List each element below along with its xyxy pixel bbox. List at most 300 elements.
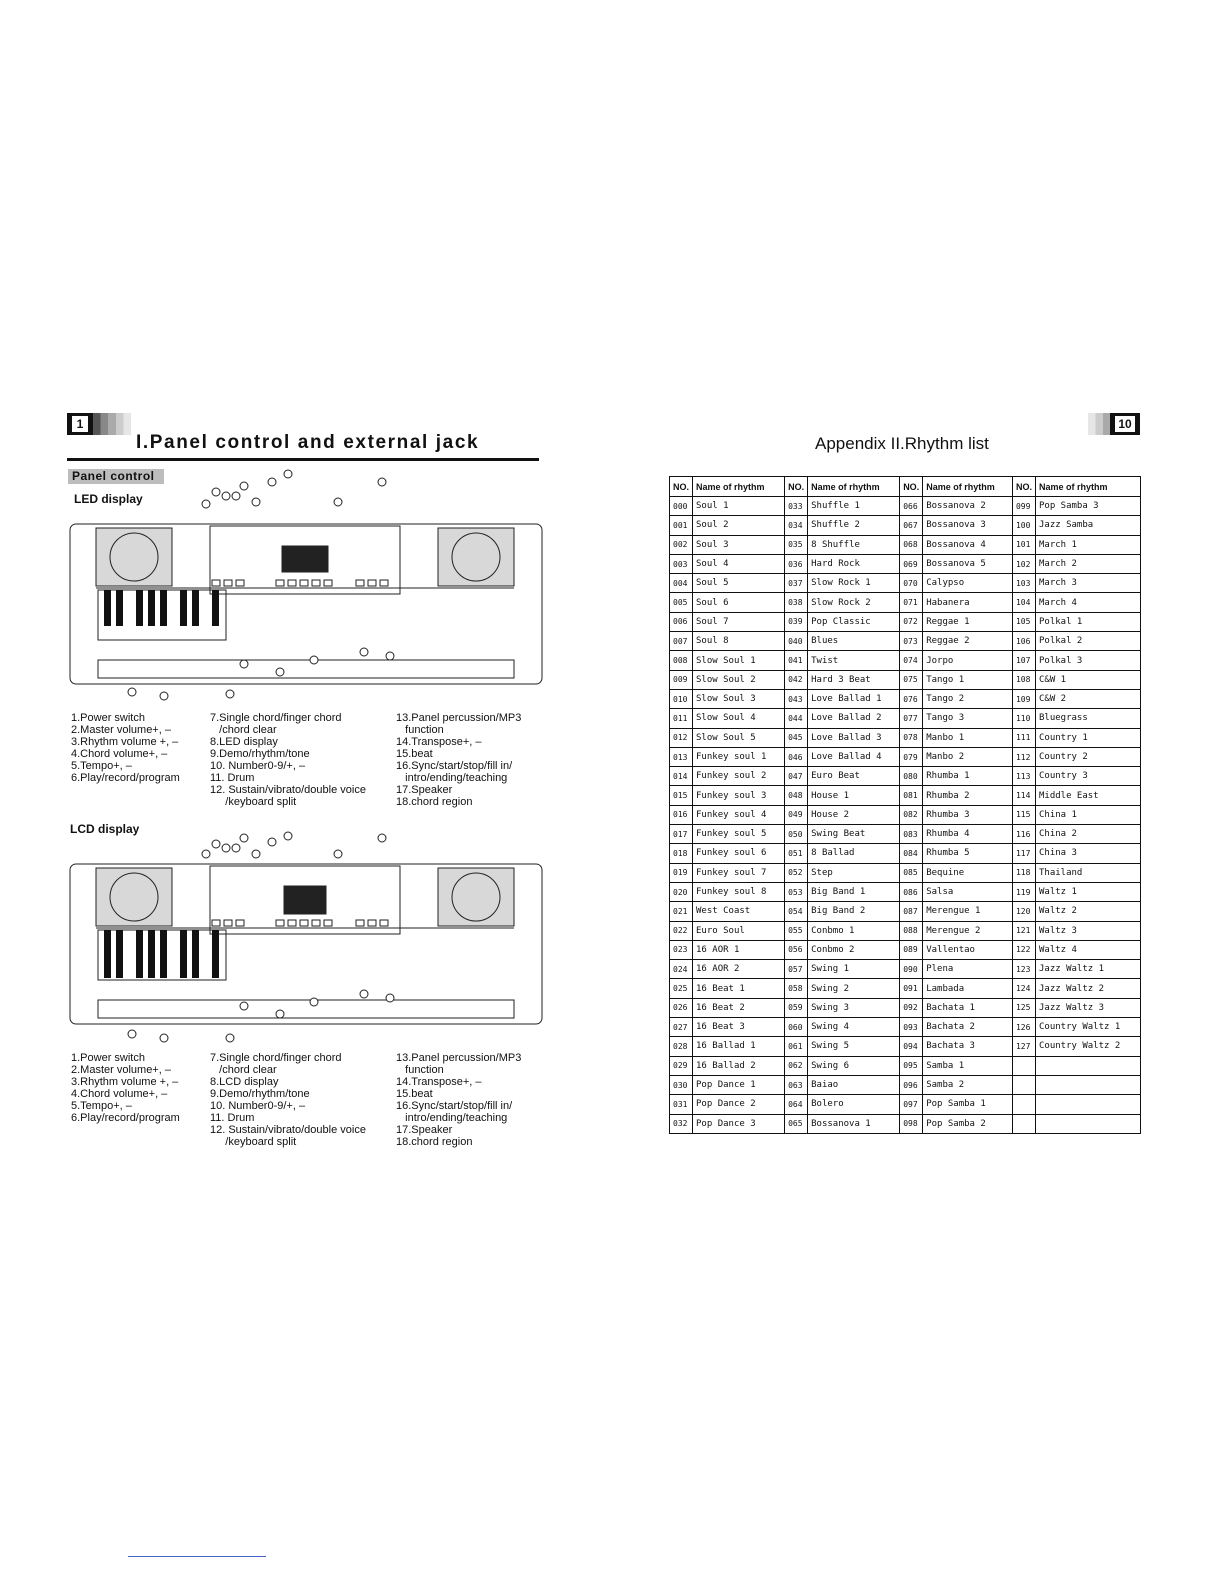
rhythm-name-cell: Bossanova 5 (923, 554, 1013, 573)
rhythm-number-cell: 030 (670, 1075, 693, 1094)
rhythm-number-cell: 070 (900, 574, 923, 593)
rhythm-number-cell: 022 (670, 921, 693, 940)
legend-item: 12. Sustain/vibrato/double voice (210, 1124, 366, 1136)
rhythm-name-cell: Bequine (923, 863, 1013, 882)
legend-item: 17.Speaker (396, 784, 453, 796)
header-name: Name of rhythm (923, 477, 1013, 497)
rhythm-name-cell: Merengue 1 (923, 902, 1013, 921)
rhythm-number-cell: 001 (670, 516, 693, 535)
table-row (670, 960, 1141, 979)
table-row (670, 825, 1141, 844)
table-row (670, 1075, 1141, 1094)
appendix-title: Appendix II.Rhythm list (815, 434, 989, 453)
rhythm-name-cell: 8 Ballad (808, 844, 900, 863)
table-row (670, 728, 1141, 747)
rhythm-name-cell: Tango 1 (923, 670, 1013, 689)
rhythm-number-cell: 032 (670, 1114, 693, 1133)
rhythm-number-cell: 105 (1012, 612, 1035, 631)
rhythm-name-cell: Slow Soul 2 (693, 670, 785, 689)
rhythm-number-cell: 010 (670, 689, 693, 708)
rhythm-name-cell: Bachata 2 (923, 1018, 1013, 1037)
rhythm-number-cell (1012, 1056, 1035, 1075)
table-row (670, 1114, 1141, 1133)
rhythm-name-cell: House 2 (808, 805, 900, 824)
legend-item: 8.LED display (210, 736, 278, 748)
rhythm-name-cell: 8 Shuffle (808, 535, 900, 554)
rhythm-name-cell (1036, 1095, 1141, 1114)
rhythm-number-cell: 062 (785, 1056, 808, 1075)
rhythm-number-cell: 101 (1012, 535, 1035, 554)
rhythm-number-cell: 096 (900, 1075, 923, 1094)
legend-item: 1.Power switch (71, 712, 145, 724)
rhythm-name-cell: 16 Ballad 1 (693, 1037, 785, 1056)
rhythm-number-cell: 054 (785, 902, 808, 921)
rhythm-number-cell: 081 (900, 786, 923, 805)
rhythm-name-cell: Shuffle 1 (808, 497, 900, 516)
rhythm-number-cell: 124 (1012, 979, 1035, 998)
rhythm-number-cell: 112 (1012, 747, 1035, 766)
rhythm-number-cell: 059 (785, 998, 808, 1017)
rhythm-list-table (669, 476, 1141, 1134)
piano-keys (104, 930, 219, 978)
table-row (670, 497, 1141, 516)
table-row (670, 805, 1141, 824)
table-row (670, 535, 1141, 554)
legend-item: 11. Drum (210, 772, 255, 784)
rhythm-name-cell: Swing Beat (808, 825, 900, 844)
rhythm-number-cell: 061 (785, 1037, 808, 1056)
rhythm-number-cell: 027 (670, 1018, 693, 1037)
rhythm-number-cell: 116 (1012, 825, 1035, 844)
rhythm-number-cell: 119 (1012, 882, 1035, 901)
rhythm-name-cell: Middle East (1036, 786, 1141, 805)
legend-item: 18.chord region (396, 796, 473, 808)
rhythm-number-cell: 048 (785, 786, 808, 805)
rhythm-number-cell: 014 (670, 767, 693, 786)
rhythm-number-cell: 040 (785, 632, 808, 651)
rhythm-number-cell: 044 (785, 709, 808, 728)
rhythm-name-cell: Country 2 (1036, 747, 1141, 766)
page-number-badge-right (1110, 413, 1140, 435)
rhythm-number-cell: 020 (670, 882, 693, 901)
rhythm-number-cell: 087 (900, 902, 923, 921)
rhythm-number-cell: 067 (900, 516, 923, 535)
legend-item: 4.Chord volume+, – (71, 748, 168, 760)
rhythm-name-cell: Waltz 1 (1036, 882, 1141, 901)
rhythm-name-cell: Pop Dance 1 (693, 1075, 785, 1094)
rhythm-number-cell: 127 (1012, 1037, 1035, 1056)
table-row (670, 689, 1141, 708)
rhythm-number-cell: 041 (785, 651, 808, 670)
rhythm-name-cell: Bolero (808, 1095, 900, 1114)
rhythm-name-cell: Bachata 3 (923, 1037, 1013, 1056)
rhythm-number-cell: 053 (785, 882, 808, 901)
legend-col-1-lcd (71, 1052, 180, 1124)
legend-item: 1.Power switch (71, 1052, 145, 1064)
header-name: Name of rhythm (1036, 477, 1141, 497)
legend-item: 4.Chord volume+, – (71, 1088, 168, 1100)
rhythm-name-cell: Bossanova 1 (808, 1114, 900, 1133)
rhythm-name-cell: Jorpo (923, 651, 1013, 670)
rhythm-number-cell: 064 (785, 1095, 808, 1114)
rhythm-number-cell: 005 (670, 593, 693, 612)
rhythm-name-cell: Slow Rock 2 (808, 593, 900, 612)
page-number-badge (67, 413, 93, 435)
rhythm-name-cell: Hard 3 Beat (808, 670, 900, 689)
rhythm-name-cell: Reggae 2 (923, 632, 1013, 651)
legend-item: 3.Rhythm volume +, – (71, 1076, 179, 1088)
legend-item: 8.LCD display (210, 1076, 279, 1088)
header-name: Name of rhythm (808, 477, 900, 497)
rhythm-number-cell: 069 (900, 554, 923, 573)
table-row (670, 940, 1141, 959)
rhythm-number-cell (1012, 1075, 1035, 1094)
section-heading: Panel control (68, 469, 164, 484)
rhythm-number-cell: 012 (670, 728, 693, 747)
piano-keys (104, 590, 219, 626)
rhythm-name-cell: March 4 (1036, 593, 1141, 612)
rhythm-name-cell: C&W 1 (1036, 670, 1141, 689)
diagram-label-lcd: LCD display (70, 822, 140, 836)
rhythm-name-cell: Jazz Waltz 2 (1036, 979, 1141, 998)
rhythm-number-cell: 084 (900, 844, 923, 863)
rhythm-number-cell: 111 (1012, 728, 1035, 747)
rhythm-name-cell: Rhumba 3 (923, 805, 1013, 824)
rhythm-name-cell: West Coast (693, 902, 785, 921)
legend-item: 11. Drum (210, 1112, 255, 1124)
rhythm-name-cell: Jazz Samba (1036, 516, 1141, 535)
header-no: NO. (670, 477, 693, 497)
rhythm-name-cell: 16 Beat 3 (693, 1018, 785, 1037)
rhythm-name-cell: Big Band 2 (808, 902, 900, 921)
rhythm-name-cell: Shuffle 2 (808, 516, 900, 535)
rhythm-number-cell: 090 (900, 960, 923, 979)
rhythm-name-cell: 16 Beat 1 (693, 979, 785, 998)
rhythm-name-cell: Euro Soul (693, 921, 785, 940)
rhythm-name-cell: Polkal 1 (1036, 612, 1141, 631)
rhythm-number-cell: 028 (670, 1037, 693, 1056)
rhythm-number-cell: 058 (785, 979, 808, 998)
rhythm-name-cell: Bossanova 2 (923, 497, 1013, 516)
table-row (670, 902, 1141, 921)
rhythm-name-cell: Lambada (923, 979, 1013, 998)
rhythm-number-cell: 071 (900, 593, 923, 612)
rhythm-number-cell: 007 (670, 632, 693, 651)
rhythm-number-cell: 021 (670, 902, 693, 921)
panel-buttons (212, 580, 388, 586)
table-row (670, 516, 1141, 535)
rhythm-number-cell: 023 (670, 940, 693, 959)
rhythm-name-cell: Waltz 3 (1036, 921, 1141, 940)
rhythm-number-cell: 075 (900, 670, 923, 689)
legend-col-2-led (210, 712, 366, 808)
rhythm-name-cell: 16 AOR 2 (693, 960, 785, 979)
header-no: NO. (1012, 477, 1035, 497)
rhythm-number-cell: 029 (670, 1056, 693, 1075)
rhythm-name-cell (1036, 1114, 1141, 1133)
rhythm-name-cell: March 3 (1036, 574, 1141, 593)
rhythm-name-cell: Salsa (923, 882, 1013, 901)
rhythm-number-cell: 017 (670, 825, 693, 844)
rhythm-number-cell: 082 (900, 805, 923, 824)
legend-item: 2.Master volume+, – (71, 1064, 171, 1076)
rhythm-name-cell: Funkey soul 2 (693, 767, 785, 786)
rhythm-name-cell: Slow Soul 4 (693, 709, 785, 728)
legend-item: 6.Play/record/program (71, 1112, 180, 1124)
rhythm-name-cell: Thailand (1036, 863, 1141, 882)
rhythm-number-cell: 013 (670, 747, 693, 766)
rhythm-name-cell: 16 AOR 1 (693, 940, 785, 959)
rhythm-name-cell: Polkal 2 (1036, 632, 1141, 651)
legend-item: /chord clear (210, 1064, 277, 1076)
rhythm-name-cell: Soul 2 (693, 516, 785, 535)
legend-item: 14.Transpose+, – (396, 736, 482, 748)
rhythm-number-cell: 034 (785, 516, 808, 535)
rhythm-number-cell: 026 (670, 998, 693, 1017)
rhythm-name-cell: Pop Dance 3 (693, 1114, 785, 1133)
rhythm-number-cell: 122 (1012, 940, 1035, 959)
rhythm-name-cell: Vallentao (923, 940, 1013, 959)
rhythm-number-cell: 042 (785, 670, 808, 689)
rhythm-name-cell: Polkal 3 (1036, 651, 1141, 670)
rhythm-name-cell (1036, 1056, 1141, 1075)
rhythm-number-cell: 097 (900, 1095, 923, 1114)
rhythm-number-cell: 094 (900, 1037, 923, 1056)
rhythm-name-cell (1036, 1075, 1141, 1094)
rhythm-number-cell: 086 (900, 882, 923, 901)
rhythm-number-cell: 039 (785, 612, 808, 631)
rhythm-number-cell: 126 (1012, 1018, 1035, 1037)
rhythm-number-cell: 114 (1012, 786, 1035, 805)
rhythm-number-cell: 047 (785, 767, 808, 786)
rhythm-name-cell: Love Ballad 1 (808, 689, 900, 708)
table-row (670, 1056, 1141, 1075)
rhythm-name-cell: Baiao (808, 1075, 900, 1094)
table-row (670, 844, 1141, 863)
table-row (670, 632, 1141, 651)
header-no: NO. (785, 477, 808, 497)
header-no: NO. (900, 477, 923, 497)
title-divider (67, 458, 539, 461)
rhythm-name-cell: Twist (808, 651, 900, 670)
rhythm-number-cell: 037 (785, 574, 808, 593)
panel-buttons (212, 920, 388, 926)
rhythm-number-cell: 117 (1012, 844, 1035, 863)
rhythm-number-cell: 060 (785, 1018, 808, 1037)
rhythm-number-cell: 018 (670, 844, 693, 863)
rhythm-number-cell: 036 (785, 554, 808, 573)
legend-item: 5.Tempo+, – (71, 1100, 132, 1112)
table-header-row (670, 477, 1141, 497)
legend-item: 16.Sync/start/stop/fill in/ (396, 760, 513, 772)
rhythm-name-cell: Pop Samba 1 (923, 1095, 1013, 1114)
rhythm-number-cell: 123 (1012, 960, 1035, 979)
rhythm-name-cell: Step (808, 863, 900, 882)
rhythm-number-cell (1012, 1114, 1035, 1133)
rhythm-number-cell: 085 (900, 863, 923, 882)
rhythm-name-cell: Merengue 2 (923, 921, 1013, 940)
rhythm-number-cell: 104 (1012, 593, 1035, 612)
table-row (670, 1037, 1141, 1056)
rhythm-number-cell: 103 (1012, 574, 1035, 593)
rhythm-number-cell: 092 (900, 998, 923, 1017)
rhythm-number-cell: 120 (1012, 902, 1035, 921)
rhythm-name-cell: 16 Ballad 2 (693, 1056, 785, 1075)
rhythm-number-cell: 106 (1012, 632, 1035, 651)
rhythm-name-cell: Tango 2 (923, 689, 1013, 708)
rhythm-name-cell: Waltz 2 (1036, 902, 1141, 921)
rhythm-name-cell: Funkey soul 4 (693, 805, 785, 824)
rhythm-name-cell: Soul 8 (693, 632, 785, 651)
page-number-right: 10 (1115, 416, 1135, 432)
legend-item: 10. Number0-9/+, – (210, 760, 306, 772)
rhythm-name-cell: Samba 1 (923, 1056, 1013, 1075)
rhythm-number-cell: 009 (670, 670, 693, 689)
rhythm-name-cell: Soul 7 (693, 612, 785, 631)
legend-item: /keyboard split (210, 796, 297, 808)
legend-item: intro/ending/teaching (396, 772, 508, 784)
rhythm-name-cell: Love Ballad 2 (808, 709, 900, 728)
rhythm-name-cell: Hard Rock (808, 554, 900, 573)
rhythm-number-cell: 068 (900, 535, 923, 554)
rhythm-number-cell: 065 (785, 1114, 808, 1133)
rhythm-name-cell: Swing 2 (808, 979, 900, 998)
rhythm-name-cell: Rhumba 2 (923, 786, 1013, 805)
table-row (670, 863, 1141, 882)
legend-item: 16.Sync/start/stop/fill in/ (396, 1100, 513, 1112)
rhythm-number-cell: 052 (785, 863, 808, 882)
rhythm-name-cell: Funkey soul 3 (693, 786, 785, 805)
rhythm-name-cell: Funkey soul 7 (693, 863, 785, 882)
rhythm-number-cell: 083 (900, 825, 923, 844)
rhythm-name-cell: Soul 4 (693, 554, 785, 573)
table-row (670, 574, 1141, 593)
rhythm-number-cell: 073 (900, 632, 923, 651)
rhythm-name-cell: China 1 (1036, 805, 1141, 824)
rhythm-name-cell: Soul 3 (693, 535, 785, 554)
rhythm-number-cell: 118 (1012, 863, 1035, 882)
rhythm-number-cell (1012, 1095, 1035, 1114)
rhythm-number-cell: 102 (1012, 554, 1035, 573)
rhythm-name-cell: Pop Dance 2 (693, 1095, 785, 1114)
rhythm-name-cell: Reggae 1 (923, 612, 1013, 631)
rhythm-name-cell: Slow Soul 5 (693, 728, 785, 747)
rhythm-number-cell: 038 (785, 593, 808, 612)
rhythm-name-cell: Manbo 1 (923, 728, 1013, 747)
keyboard-diagram-led (66, 466, 546, 701)
legend-item: 13.Panel percussion/MP3 (396, 1052, 522, 1064)
rhythm-number-cell: 055 (785, 921, 808, 940)
rhythm-number-cell: 024 (670, 960, 693, 979)
rhythm-number-cell: 051 (785, 844, 808, 863)
rhythm-name-cell: Pop Samba 2 (923, 1114, 1013, 1133)
legend-item: 13.Panel percussion/MP3 (396, 712, 522, 724)
rhythm-number-cell: 035 (785, 535, 808, 554)
legend-item: 7.Single chord/finger chord (210, 1052, 342, 1064)
rhythm-name-cell: Swing 5 (808, 1037, 900, 1056)
rhythm-number-cell: 015 (670, 786, 693, 805)
keyboard-diagram-lcd (66, 830, 546, 1045)
table-row (670, 709, 1141, 728)
rhythm-number-cell: 003 (670, 554, 693, 573)
rhythm-name-cell: Manbo 2 (923, 747, 1013, 766)
legend-item: 9.Demo/rhythm/tone (210, 1088, 310, 1100)
rhythm-number-cell: 100 (1012, 516, 1035, 535)
rhythm-number-cell: 088 (900, 921, 923, 940)
legend-item: 15.beat (396, 748, 433, 760)
rhythm-number-cell: 004 (670, 574, 693, 593)
rhythm-number-cell: 043 (785, 689, 808, 708)
rhythm-name-cell: Samba 2 (923, 1075, 1013, 1094)
legend-item: 5.Tempo+, – (71, 760, 132, 772)
table-row (670, 921, 1141, 940)
rhythm-name-cell: Conbmo 1 (808, 921, 900, 940)
table-row (670, 747, 1141, 766)
rhythm-name-cell: Funkey soul 1 (693, 747, 785, 766)
rhythm-number-cell: 098 (900, 1114, 923, 1133)
rhythm-name-cell: Swing 4 (808, 1018, 900, 1037)
rhythm-name-cell: Swing 6 (808, 1056, 900, 1075)
rhythm-name-cell: Slow Soul 3 (693, 689, 785, 708)
rhythm-number-cell: 016 (670, 805, 693, 824)
rhythm-name-cell: Tango 3 (923, 709, 1013, 728)
rhythm-name-cell: Pop Classic (808, 612, 900, 631)
rhythm-number-cell: 121 (1012, 921, 1035, 940)
table-row (670, 554, 1141, 573)
rhythm-name-cell: Soul 5 (693, 574, 785, 593)
rhythm-name-cell: Soul 1 (693, 497, 785, 516)
table-row (670, 651, 1141, 670)
rhythm-name-cell: Slow Soul 1 (693, 651, 785, 670)
rhythm-name-cell: Love Ballad 4 (808, 747, 900, 766)
table-row (670, 979, 1141, 998)
rhythm-number-cell: 031 (670, 1095, 693, 1114)
table-row (670, 593, 1141, 612)
rhythm-name-cell: Country Waltz 1 (1036, 1018, 1141, 1037)
rhythm-number-cell: 057 (785, 960, 808, 979)
rhythm-name-cell: Love Ballad 3 (808, 728, 900, 747)
rhythm-name-cell: Bachata 1 (923, 998, 1013, 1017)
table-row (670, 882, 1141, 901)
rhythm-name-cell: Slow Rock 1 (808, 574, 900, 593)
rhythm-name-cell: Jazz Waltz 3 (1036, 998, 1141, 1017)
rhythm-number-cell: 002 (670, 535, 693, 554)
rhythm-name-cell: Funkey soul 5 (693, 825, 785, 844)
rhythm-number-cell: 079 (900, 747, 923, 766)
rhythm-number-cell: 056 (785, 940, 808, 959)
rhythm-name-cell: Pop Samba 3 (1036, 497, 1141, 516)
rhythm-number-cell: 033 (785, 497, 808, 516)
rhythm-name-cell: Country Waltz 2 (1036, 1037, 1141, 1056)
rhythm-name-cell: Plena (923, 960, 1013, 979)
rhythm-number-cell: 108 (1012, 670, 1035, 689)
rhythm-number-cell: 099 (1012, 497, 1035, 516)
rhythm-name-cell: Bossanova 3 (923, 516, 1013, 535)
rhythm-name-cell: Conbmo 2 (808, 940, 900, 959)
rhythm-name-cell: Bluegrass (1036, 709, 1141, 728)
rhythm-number-cell: 063 (785, 1075, 808, 1094)
rhythm-name-cell: Rhumba 1 (923, 767, 1013, 786)
page-title: I.Panel control and external jack (136, 432, 480, 453)
rhythm-name-cell: Waltz 4 (1036, 940, 1141, 959)
rhythm-number-cell: 045 (785, 728, 808, 747)
rhythm-number-cell: 049 (785, 805, 808, 824)
rhythm-name-cell: Blues (808, 632, 900, 651)
legend-item: 10. Number0-9/+, – (210, 1100, 306, 1112)
rhythm-number-cell: 109 (1012, 689, 1035, 708)
rhythm-number-cell: 089 (900, 940, 923, 959)
legend-item: 12. Sustain/vibrato/double voice (210, 784, 366, 796)
